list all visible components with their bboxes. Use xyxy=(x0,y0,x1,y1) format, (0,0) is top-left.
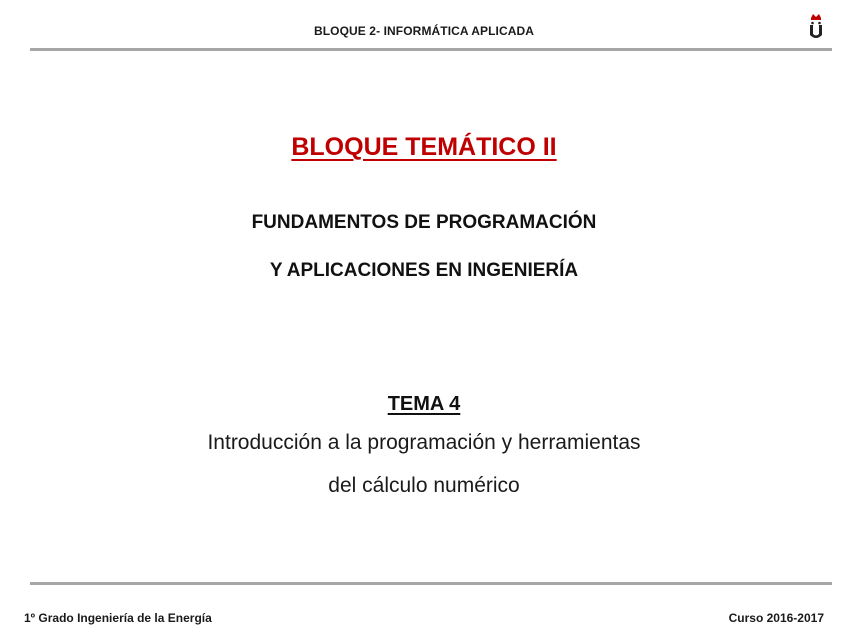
header-title: BLOQUE 2- INFORMÁTICA APLICADA xyxy=(313,24,535,38)
university-crest-icon xyxy=(806,12,826,40)
tema-description-line-2: del cálculo numérico xyxy=(328,474,520,497)
subtitle-line-2: Y APLICACIONES EN INGENIERÍA xyxy=(269,260,579,281)
block-title: BLOQUE TEMÁTICO II xyxy=(291,133,557,161)
footer-divider xyxy=(30,582,832,585)
footer-degree: 1º Grado Ingeniería de la Energía xyxy=(24,611,212,625)
subtitle-line-1: FUNDAMENTOS DE PROGRAMACIÓN xyxy=(251,212,597,233)
header-divider xyxy=(30,48,832,51)
tema-description-line-1: Introducción a la programación y herramientas xyxy=(207,431,641,454)
tema-title: TEMA 4 xyxy=(387,393,461,415)
footer-course-year: Curso 2016-2017 xyxy=(728,611,824,625)
